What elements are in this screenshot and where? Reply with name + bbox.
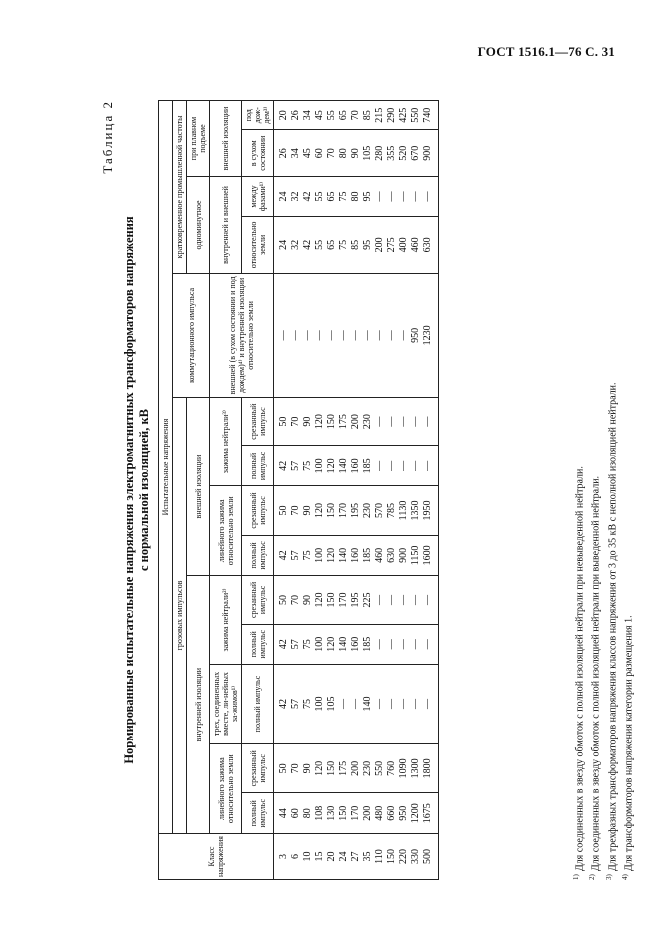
value-cell: 45 <box>302 130 314 177</box>
value-cell: — <box>422 446 439 486</box>
header-line-terminal-earth: линейного зажима относительно земли <box>210 744 242 834</box>
value-cell: 150 <box>338 793 350 834</box>
voltage-class-cell: 15 <box>314 834 326 880</box>
value-cell: 1200 <box>410 793 422 834</box>
voltage-class-cell: 10 <box>302 834 314 880</box>
footnote <box>586 100 602 880</box>
value-cell: — <box>350 273 362 397</box>
value-cell: 100 <box>314 446 326 486</box>
value-cell: 425 <box>398 101 410 130</box>
value-cell: 85 <box>350 216 362 273</box>
table-row <box>326 101 338 880</box>
footnote <box>603 100 619 880</box>
header-dry: в сухом состоянии <box>242 130 274 177</box>
value-cell: 42 <box>302 216 314 273</box>
voltage-class-cell: 24 <box>338 834 350 880</box>
value-cell: — <box>386 624 398 664</box>
value-cell: 55 <box>314 177 326 217</box>
footnote-mark: 4) <box>620 874 629 880</box>
header-relative-earth: относительно земли <box>242 216 274 273</box>
value-cell: 200 <box>374 216 386 273</box>
value-cell: 70 <box>350 101 362 130</box>
table-row <box>410 101 422 880</box>
value-cell: 100 <box>314 624 326 664</box>
value-cell: 70 <box>290 744 302 793</box>
footnote-text: Для соединенных в звезду обмоток с полной изоляцией нейтрали при невыведенной нейтрали. <box>574 466 586 872</box>
value-cell: — <box>314 273 326 397</box>
table-title-line2: с нормальной изоляцией, кВ <box>137 408 151 572</box>
value-cell: 75 <box>302 535 314 576</box>
header-test-voltages: Испытательные напряжения <box>159 101 173 834</box>
value-cell: — <box>326 273 338 397</box>
page-header: ГОСТ 1516.1—76 С. 31 <box>477 44 615 59</box>
header-line-terminal-earth-ext: линейного зажима относительно земли <box>210 486 242 576</box>
value-cell: 1150 <box>410 535 422 576</box>
value-cell: — <box>410 624 422 664</box>
header-short-duration: кратковременное промышленной частоты <box>173 101 187 274</box>
value-cell: 570 <box>374 486 386 535</box>
value-cell: 170 <box>338 576 350 624</box>
table-row <box>314 101 326 880</box>
table-row <box>362 101 374 880</box>
value-cell: — <box>386 576 398 624</box>
value-cell: 55 <box>326 101 338 130</box>
value-cell: 1950 <box>422 486 439 535</box>
value-cell: — <box>338 664 350 744</box>
value-cell: 140 <box>362 664 374 744</box>
value-cell: — <box>350 664 362 744</box>
value-cell: 80 <box>350 177 362 217</box>
value-cell: 140 <box>338 624 350 664</box>
value-cell: 50 <box>274 397 291 445</box>
header-full-2: полный импульс <box>242 664 274 744</box>
header-one-minute: одноминутное <box>187 177 210 274</box>
value-cell: 950 <box>398 793 410 834</box>
value-cell: 1350 <box>410 486 422 535</box>
voltage-class-cell: 6 <box>290 834 302 880</box>
value-cell: — <box>422 664 439 744</box>
value-cell: 95 <box>362 216 374 273</box>
value-cell: 950 <box>410 273 422 397</box>
value-cell: 630 <box>386 535 398 576</box>
value-cell: — <box>290 273 302 397</box>
header-full-5: полный импульс <box>242 446 274 486</box>
value-cell: 75 <box>338 216 350 273</box>
table-label: Таблица 2 <box>100 100 115 174</box>
value-cell: 140 <box>338 535 350 576</box>
voltage-class-cell: 110 <box>374 834 386 880</box>
value-cell: 90 <box>302 576 314 624</box>
header-switching: коммутационного импульса <box>173 273 210 397</box>
value-cell: 1300 <box>410 744 422 793</box>
value-cell: 105 <box>326 664 338 744</box>
value-cell: 120 <box>326 624 338 664</box>
value-cell: 80 <box>302 793 314 834</box>
value-cell: 1230 <box>422 273 439 397</box>
value-cell: 42 <box>274 446 291 486</box>
value-cell: 185 <box>362 624 374 664</box>
table-title <box>122 100 152 880</box>
table-row <box>302 101 314 880</box>
value-cell: 400 <box>398 216 410 273</box>
value-cell: 150 <box>326 397 338 445</box>
value-cell: — <box>410 576 422 624</box>
value-cell: 100 <box>314 664 326 744</box>
header-internal-and-external: внутренней и внешней <box>210 177 242 274</box>
header-full-3: полный импульс <box>242 624 274 664</box>
value-cell: 150 <box>326 744 338 793</box>
value-cell: 900 <box>398 535 410 576</box>
table-row <box>350 101 362 880</box>
value-cell: 70 <box>326 130 338 177</box>
value-cell: 785 <box>386 486 398 535</box>
value-cell: 70 <box>290 576 302 624</box>
table-row <box>398 101 410 880</box>
value-cell: 32 <box>290 216 302 273</box>
voltage-class-cell: 330 <box>410 834 422 880</box>
value-cell: 230 <box>362 486 374 535</box>
value-cell: 550 <box>410 101 422 130</box>
value-cell: — <box>374 664 386 744</box>
value-cell: 120 <box>326 535 338 576</box>
value-cell: — <box>422 397 439 445</box>
value-cell: 175 <box>338 397 350 445</box>
value-cell: 1600 <box>422 535 439 576</box>
voltage-class-cell: 220 <box>398 834 410 880</box>
header-neutral-terminal-3: зажима нейтрали³⁾ <box>210 397 242 486</box>
footnote-text: Для трехфазных трансформаторов напряжения классов напряжения от 3 до 35 кВ с неполной изоляцией нейтрали. <box>606 382 618 872</box>
value-cell: 480 <box>374 793 386 834</box>
value-cell: 520 <box>398 130 410 177</box>
test-voltage-table <box>158 100 439 880</box>
voltage-class-cell: 150 <box>386 834 398 880</box>
footnote-text: Для трансформаторов напряжения категории размещения 1. <box>623 615 635 872</box>
header-between-phases: между фазами¹⁾ <box>242 177 274 217</box>
voltage-class-cell: 3 <box>274 834 291 880</box>
value-cell: 1800 <box>422 744 439 793</box>
value-cell: 290 <box>386 101 398 130</box>
value-cell: — <box>386 177 398 217</box>
value-cell: 185 <box>362 446 374 486</box>
value-cell: 185 <box>362 535 374 576</box>
value-cell: 34 <box>302 101 314 130</box>
value-cell: 50 <box>274 486 291 535</box>
value-cell: 630 <box>422 216 439 273</box>
header-rain: под дож-дем³⁾ <box>242 101 274 130</box>
value-cell: — <box>422 576 439 624</box>
table-row <box>422 101 439 880</box>
value-cell: 215 <box>374 101 386 130</box>
value-cell: — <box>374 397 386 445</box>
rotated-table-area <box>100 100 640 880</box>
value-cell: 150 <box>326 576 338 624</box>
value-cell: 80 <box>338 130 350 177</box>
value-cell: — <box>374 273 386 397</box>
value-cell: 60 <box>290 793 302 834</box>
table-title-line1: Нормированные испытательные напряжения электромагнитных трансформаторов напряжения <box>122 216 136 764</box>
value-cell: 70 <box>290 486 302 535</box>
value-cell: 70 <box>290 397 302 445</box>
value-cell: 108 <box>314 793 326 834</box>
value-cell: 57 <box>290 446 302 486</box>
voltage-class-cell: 27 <box>350 834 362 880</box>
value-cell: — <box>398 177 410 217</box>
value-cell: 120 <box>314 486 326 535</box>
value-cell: 170 <box>350 793 362 834</box>
value-cell: 42 <box>302 177 314 217</box>
value-cell: 230 <box>362 744 374 793</box>
value-cell: 670 <box>410 130 422 177</box>
header-external-insulation: внешней изоляции <box>187 397 210 575</box>
footnote-mark: 2) <box>588 874 597 880</box>
value-cell: — <box>302 273 314 397</box>
value-cell: — <box>398 446 410 486</box>
value-cell: — <box>374 446 386 486</box>
table-body <box>274 101 439 880</box>
header-switching-sub: внешней (в сухом состоянии и под дождем)⁴⁾ и внутренней изоляции относительно земли <box>210 273 274 397</box>
value-cell: 90 <box>350 130 362 177</box>
value-cell: 230 <box>362 397 374 445</box>
value-cell: 44 <box>274 793 291 834</box>
value-cell: — <box>410 664 422 744</box>
value-cell: — <box>410 397 422 445</box>
value-cell: 460 <box>410 216 422 273</box>
value-cell: 160 <box>350 624 362 664</box>
value-cell: 57 <box>290 624 302 664</box>
header-full-1: полный импульс <box>242 793 274 834</box>
table-row <box>386 101 398 880</box>
value-cell: 1675 <box>422 793 439 834</box>
value-cell: — <box>410 177 422 217</box>
value-cell: 120 <box>314 744 326 793</box>
value-cell: 26 <box>290 101 302 130</box>
value-cell: 85 <box>362 101 374 130</box>
header-full-4: полный импульс <box>242 535 274 576</box>
value-cell: 42 <box>274 624 291 664</box>
value-cell: — <box>386 446 398 486</box>
value-cell: 1090 <box>398 744 410 793</box>
header-internal-insulation: внутренней изоляции <box>187 576 210 834</box>
value-cell: 95 <box>362 177 374 217</box>
value-cell: — <box>398 664 410 744</box>
value-cell: 90 <box>302 486 314 535</box>
value-cell: — <box>398 576 410 624</box>
value-cell: — <box>374 624 386 664</box>
footnote <box>619 100 635 880</box>
value-cell: 26 <box>274 130 291 177</box>
value-cell: 20 <box>274 101 291 130</box>
header-lightning: грозовых импульсов <box>173 397 187 833</box>
value-cell: 1130 <box>398 486 410 535</box>
value-cell: 75 <box>302 446 314 486</box>
value-cell: — <box>374 177 386 217</box>
table-row <box>374 101 386 880</box>
value-cell: 50 <box>274 576 291 624</box>
value-cell: 75 <box>302 664 314 744</box>
value-cell: 150 <box>326 486 338 535</box>
value-cell: 24 <box>274 216 291 273</box>
value-cell: 225 <box>362 576 374 624</box>
header-external-insulation2: внешней изоляции <box>210 101 242 177</box>
value-cell: 760 <box>386 744 398 793</box>
value-cell: 90 <box>302 397 314 445</box>
value-cell: — <box>386 664 398 744</box>
value-cell: 200 <box>350 744 362 793</box>
value-cell: 140 <box>338 446 350 486</box>
header-neutral-terminal: зажима нейтрали²⁾ <box>210 576 242 665</box>
voltage-class-cell: 35 <box>362 834 374 880</box>
header-chopped-4: срезанный импульс <box>242 486 274 535</box>
value-cell: 42 <box>274 664 291 744</box>
value-cell: — <box>338 273 350 397</box>
value-cell: — <box>410 446 422 486</box>
header-chopped-5: срезанный импульс <box>242 397 274 445</box>
table-row <box>338 101 350 880</box>
value-cell: — <box>374 576 386 624</box>
value-cell: 50 <box>274 744 291 793</box>
value-cell: 175 <box>338 744 350 793</box>
value-cell: 65 <box>326 177 338 217</box>
footnote-mark: 3) <box>604 874 613 880</box>
value-cell: 45 <box>314 101 326 130</box>
value-cell: 65 <box>338 101 350 130</box>
voltage-class-cell: 20 <box>326 834 338 880</box>
value-cell: — <box>274 273 291 397</box>
value-cell: 32 <box>290 177 302 217</box>
value-cell: 24 <box>274 177 291 217</box>
value-cell: 120 <box>314 397 326 445</box>
footnote-mark: 1) <box>572 874 580 880</box>
value-cell: — <box>422 177 439 217</box>
value-cell: 275 <box>386 216 398 273</box>
footnote-text: Для соединенных в звезду обмоток с полной изоляцией нейтрали при выведенной нейтрали. <box>590 475 602 872</box>
value-cell: 57 <box>290 664 302 744</box>
value-cell: 280 <box>374 130 386 177</box>
header-three-phase: трех, соединенных вместе, ли-нейных за-жимов¹⁾ <box>210 664 242 744</box>
header-voltage-class: Класс напряжения <box>159 834 274 880</box>
value-cell: 200 <box>350 397 362 445</box>
value-cell: — <box>362 273 374 397</box>
value-cell: 740 <box>422 101 439 130</box>
value-cell: 460 <box>374 535 386 576</box>
value-cell: 42 <box>274 535 291 576</box>
value-cell: 105 <box>362 130 374 177</box>
value-cell: 75 <box>302 624 314 664</box>
value-cell: 100 <box>314 535 326 576</box>
value-cell: 900 <box>422 130 439 177</box>
value-cell: 160 <box>350 535 362 576</box>
value-cell: 57 <box>290 535 302 576</box>
value-cell: — <box>398 273 410 397</box>
value-cell: — <box>398 624 410 664</box>
value-cell: 90 <box>302 744 314 793</box>
value-cell: 34 <box>290 130 302 177</box>
value-cell: 130 <box>326 793 338 834</box>
value-cell: 170 <box>338 486 350 535</box>
header-chopped-1: срезанный импульс <box>242 744 274 793</box>
voltage-class-cell: 500 <box>422 834 439 880</box>
value-cell: 355 <box>386 130 398 177</box>
table-row <box>290 101 302 880</box>
header-smooth-rise: при плавном подъеме <box>187 101 210 177</box>
footnotes <box>570 100 635 880</box>
value-cell: — <box>386 397 398 445</box>
value-cell: 120 <box>314 576 326 624</box>
footnote <box>570 100 586 880</box>
value-cell: 65 <box>326 216 338 273</box>
value-cell: 200 <box>362 793 374 834</box>
value-cell: 160 <box>350 446 362 486</box>
value-cell: — <box>398 397 410 445</box>
value-cell: 55 <box>314 216 326 273</box>
value-cell: 195 <box>350 576 362 624</box>
value-cell: 60 <box>314 130 326 177</box>
value-cell: 195 <box>350 486 362 535</box>
value-cell: 75 <box>338 177 350 217</box>
value-cell: — <box>386 273 398 397</box>
value-cell: 120 <box>326 446 338 486</box>
value-cell: 550 <box>374 744 386 793</box>
value-cell: — <box>422 624 439 664</box>
header-chopped-3: срезанный импульс <box>242 576 274 624</box>
table-row <box>274 101 291 880</box>
value-cell: 660 <box>386 793 398 834</box>
